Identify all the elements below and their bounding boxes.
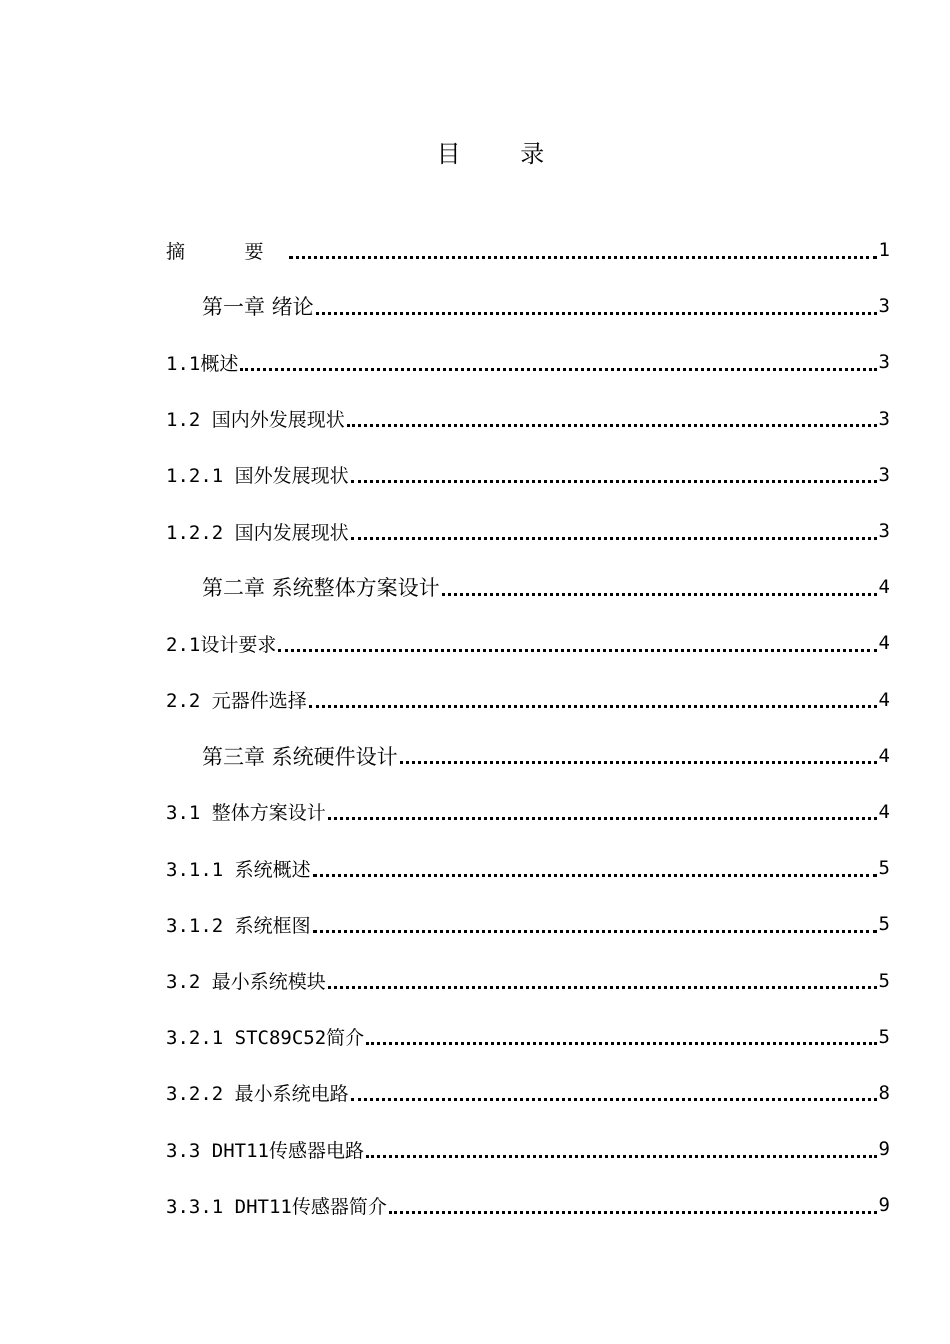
dot-leader: [289, 236, 876, 259]
toc-entry-label: 2.1设计要求: [166, 633, 277, 656]
toc-entry-label: 3.1.1 系统概述: [166, 858, 311, 881]
toc-page-number: 3: [878, 407, 890, 430]
toc-entry[interactable]: [166, 222, 890, 278]
toc-title: 目 录: [436, 140, 571, 168]
toc-entry[interactable]: [166, 1121, 890, 1177]
toc-page-number: 4: [878, 688, 890, 711]
toc-entry-label: 1.2 国内外发展现状: [166, 409, 345, 432]
toc-entry[interactable]: [166, 672, 890, 728]
dot-leader: [328, 797, 877, 820]
toc-page-number: 4: [878, 576, 890, 599]
dot-leader: [366, 1022, 876, 1045]
toc-page-number: 4: [878, 632, 890, 655]
toc-entry[interactable]: [166, 615, 890, 671]
dot-leader: [278, 629, 876, 652]
toc-entry[interactable]: [166, 896, 890, 952]
toc-entry[interactable]: [166, 391, 890, 447]
dot-leader: [442, 573, 877, 596]
toc-entry[interactable]: [166, 952, 890, 1008]
toc-entry-label: 2.2 元器件选择: [166, 690, 307, 713]
toc-chapter-entry[interactable]: [166, 559, 890, 615]
toc-entry-label: 第二章 系统整体方案设计: [202, 576, 440, 601]
toc-entry[interactable]: [166, 1065, 890, 1121]
dot-leader: [351, 1078, 877, 1101]
toc-entry-label: 3.2.2 最小系统电路: [166, 1083, 349, 1106]
dot-leader: [389, 1191, 877, 1214]
toc-entry-label: 3.1 整体方案设计: [166, 802, 326, 825]
toc-entry-label: 第三章 系统硬件设计: [202, 744, 398, 769]
toc-page-number: 9: [878, 1138, 890, 1161]
toc-entry[interactable]: [166, 503, 890, 559]
toc-entry-label: 摘 要: [166, 240, 288, 263]
toc-list: [166, 222, 890, 1233]
toc-entry-label: 1.2.2 国内发展现状: [166, 521, 349, 544]
toc-entry[interactable]: [166, 447, 890, 503]
toc-entry-label: 第一章 绪论: [202, 295, 314, 320]
toc-entry-label: 3.3 DHT11传感器电路: [166, 1139, 364, 1162]
toc-page-number: 4: [878, 800, 890, 823]
toc-entry-label: 3.1.2 系统框图: [166, 914, 311, 937]
toc-page-number: 3: [878, 463, 890, 486]
toc-page-number: 4: [878, 744, 890, 767]
toc-page-number: 1: [878, 239, 890, 262]
toc-entry[interactable]: [166, 784, 890, 840]
dot-leader: [316, 292, 877, 315]
toc-entry[interactable]: [166, 1009, 890, 1065]
toc-page-number: 5: [878, 1025, 890, 1048]
dot-leader: [351, 460, 877, 483]
toc-page-number: 9: [878, 1194, 890, 1217]
toc-entry[interactable]: [166, 1177, 890, 1233]
toc-entry-label: 1.2.1 国外发展现状: [166, 465, 349, 488]
toc-entry[interactable]: [166, 840, 890, 896]
toc-page-number: 5: [878, 857, 890, 880]
dot-leader: [240, 348, 876, 371]
toc-chapter-entry[interactable]: [166, 278, 890, 334]
toc-page-number: 8: [878, 1081, 890, 1104]
dot-leader: [400, 741, 877, 764]
toc-page-number: 3: [878, 351, 890, 374]
dot-leader: [328, 966, 877, 989]
dot-leader: [313, 854, 877, 877]
toc-entry-label: 3.2.1 STC89C52简介: [166, 1027, 365, 1050]
toc-page-number: 5: [878, 913, 890, 936]
toc-page-number: 3: [878, 295, 890, 318]
toc-page-number: 5: [878, 969, 890, 992]
dot-leader: [351, 517, 877, 540]
dot-leader: [366, 1135, 877, 1158]
toc-page-number: 3: [878, 520, 890, 543]
toc-entry-label: 3.3.1 DHT11传感器简介: [166, 1195, 387, 1218]
toc-entry-label: 3.2 最小系统模块: [166, 971, 326, 994]
toc-entry-label: 1.1概述: [166, 352, 239, 375]
toc-entry[interactable]: [166, 334, 890, 390]
dot-leader: [347, 404, 877, 427]
toc-chapter-entry[interactable]: [166, 728, 890, 784]
dot-leader: [309, 685, 877, 708]
dot-leader: [313, 910, 877, 933]
